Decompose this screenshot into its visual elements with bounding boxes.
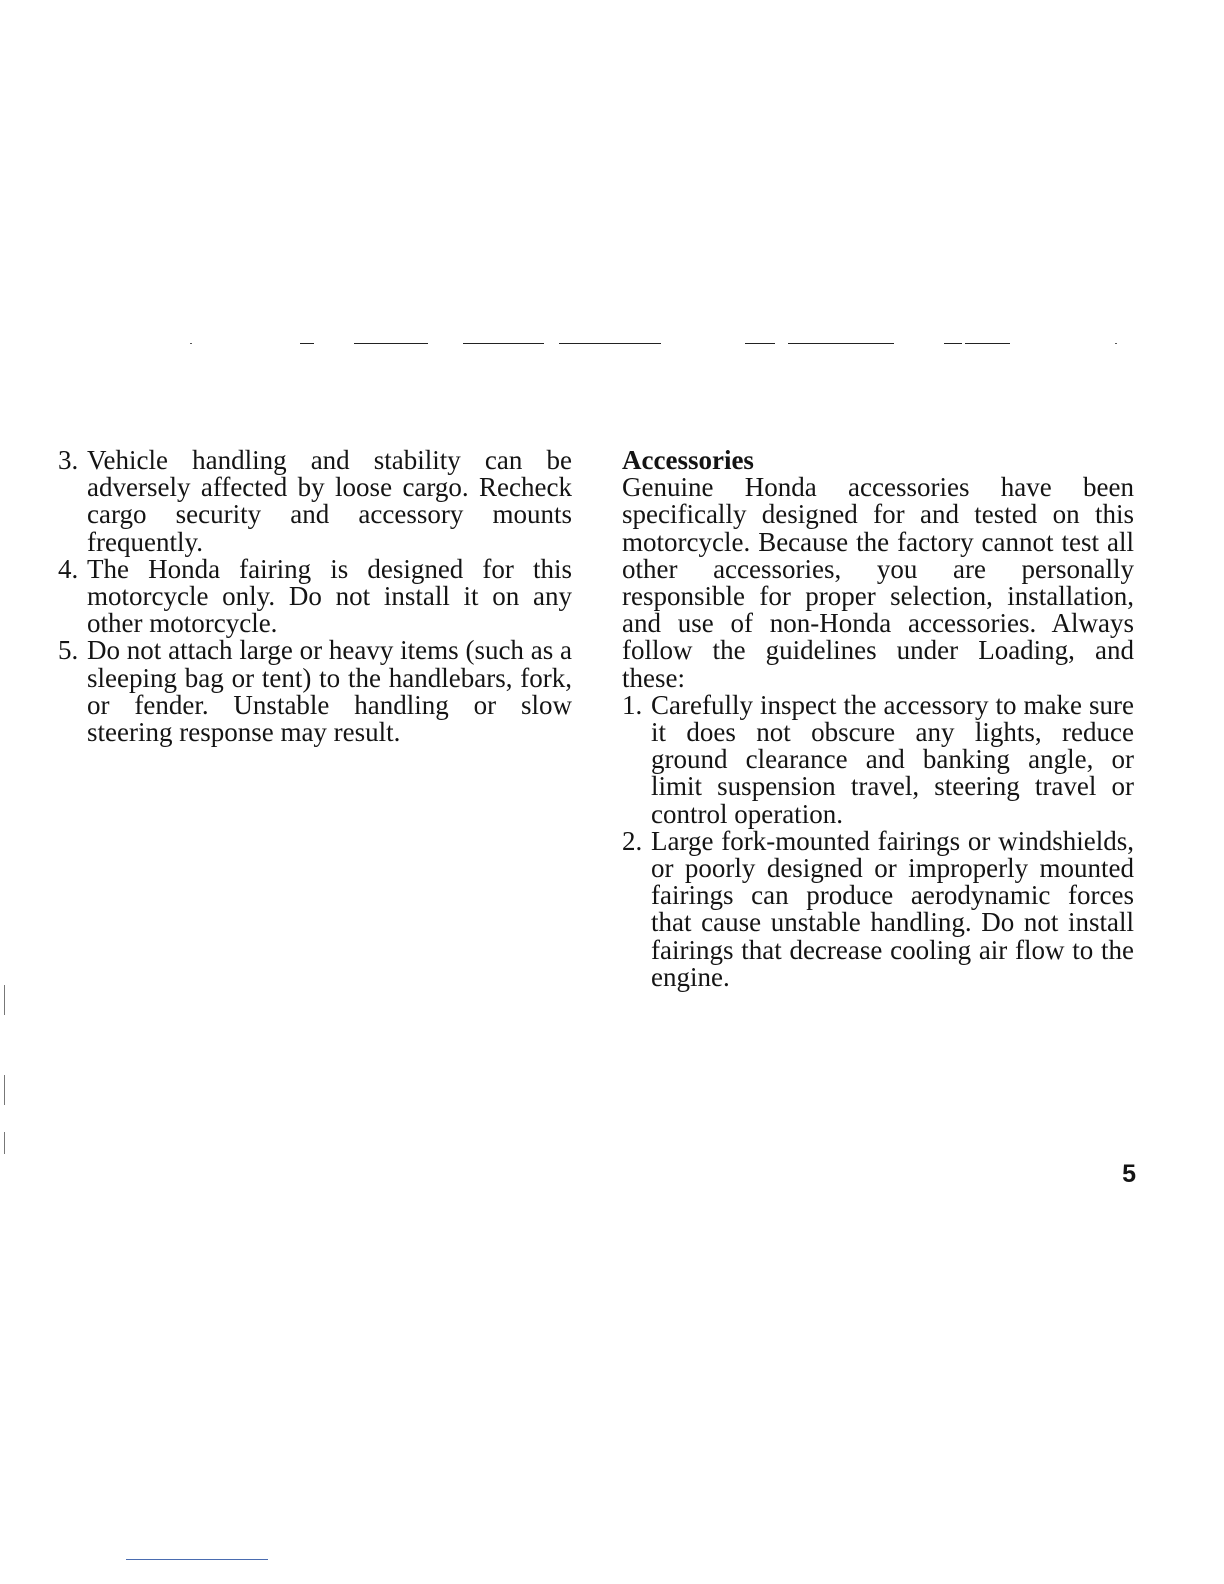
list-text: Carefully inspect the accessory to make sure it does not obscure any lights, reduce ground clearance and banking angle, or limit suspension travel, steering travel or control operation.: [651, 689, 1134, 829]
rule-dot: [190, 343, 192, 344]
right-column: [622, 447, 1134, 991]
list-number: 5.: [58, 635, 79, 666]
intro-paragraph: Genuine Honda accessories have been specifically designed for and tested on this motorcycle. Because the factory cannot test all other accessories, you are personally responsible for proper selection, installation, and use of non-Honda accessories. Always follow the guidelines under Loading, and these:: [622, 472, 1134, 693]
list-item: [622, 825, 1134, 992]
list-number: 2.: [622, 825, 643, 856]
scan-edge-mark: [4, 985, 5, 1015]
list-item: [58, 447, 572, 556]
header-rule: [965, 343, 1010, 344]
header-rule: [354, 343, 428, 344]
section-heading: Accessories: [622, 445, 754, 475]
scan-edge-mark: [4, 1075, 5, 1105]
list-item: [58, 553, 572, 639]
header-rule: [463, 343, 544, 344]
page-number: 5: [1122, 1160, 1136, 1188]
header-rule: [559, 343, 661, 344]
list-number: 4.: [58, 553, 79, 584]
scan-edge-mark: [4, 1132, 5, 1154]
header-rule: [788, 343, 894, 344]
list-item: [58, 637, 572, 746]
list-item: [622, 689, 1134, 829]
list-text: Do not attach large or heavy items (such as a sleeping bag or tent) to the handlebars, fork, or fender. Unstable handling or slow steering response may result.: [87, 635, 572, 748]
list-text: The Honda fairing is designed for this motorcycle only. Do not install it on any other motorcycle.: [87, 553, 572, 639]
bottom-rule: [126, 1559, 268, 1560]
header-rule: [300, 343, 314, 344]
list-text: Vehicle handling and stability can be adversely affected by loose cargo. Recheck cargo security and accessory mounts frequently.: [87, 445, 572, 557]
left-column: [58, 447, 572, 746]
header-rule: [745, 343, 775, 344]
rule-dot: [1115, 343, 1117, 344]
list-text: Large fork-mounted fairings or windshields, or poorly designed or improperly mounted fairings can produce aerodynamic forces that cause unstable handling. Do not install fairings that decrease cooling air flow to the engine.: [651, 825, 1134, 992]
header-rule: [944, 343, 962, 344]
list-number: 3.: [58, 445, 79, 475]
list-number: 1.: [622, 689, 643, 720]
